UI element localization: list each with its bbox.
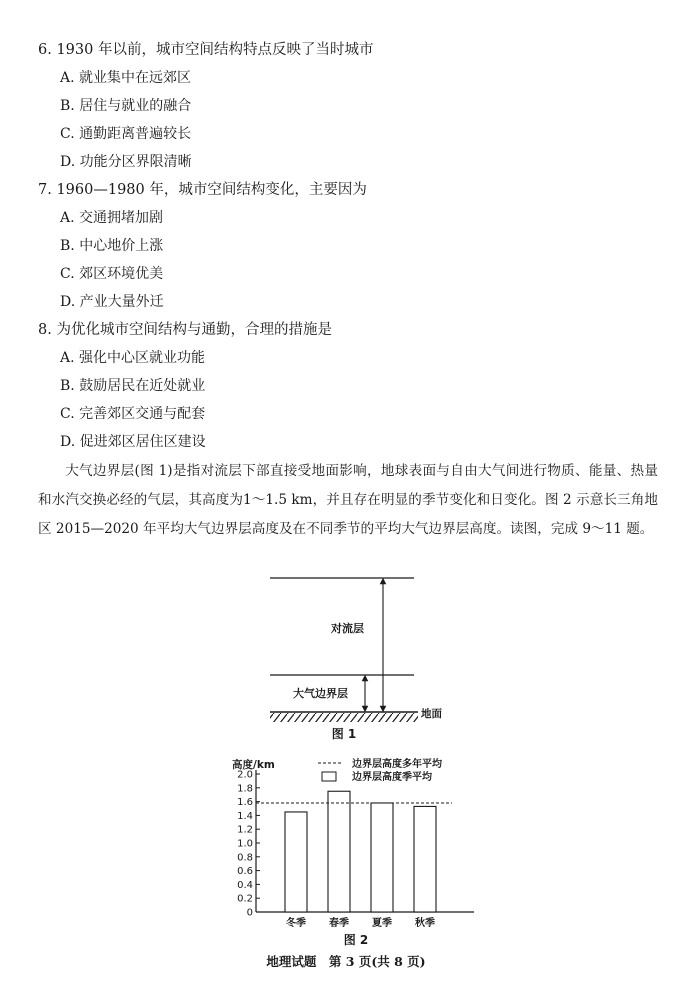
label-ground: 地面 [421,708,442,720]
label-boundary-layer: 大气边界层 [293,687,348,700]
figure-2-chart [0,750,692,950]
option-a: A. 交通拥堵加剧 [60,210,164,226]
figure-1-caption: 图 1 [331,727,357,741]
bar-2 [328,791,350,912]
y-axis-label: 高度/km [232,759,275,771]
y-tick-label: 0.2 [237,893,253,905]
bar-4 [414,806,436,912]
y-tick-label: 1.2 [237,824,253,836]
legend-label-average: 边界层高度多年平均 [352,759,442,770]
legend-label-seasonal: 边界层高度季平均 [352,772,432,783]
y-tick-label: 0 [246,907,253,919]
ground-hatch [270,713,418,722]
y-tick-label: 0.6 [237,866,253,878]
option-c: C. 完善郊区交通与配套 [60,406,206,422]
y-tick-label: 1.8 [237,783,253,795]
y-tick-label: 0.4 [237,879,253,891]
question-stem: 7. 1960—1980 年，城市空间结构变化，主要因为 [38,182,367,198]
option-a: A. 强化中心区就业功能 [60,350,206,366]
option-b: B. 中心地价上涨 [60,238,164,254]
option-d: D. 产业大量外迁 [60,294,164,310]
figure-1-diagram [0,570,692,741]
question-stem: 6. 1930 年以前，城市空间结构特点反映了当时城市 [38,42,374,58]
y-tick-label: 0.8 [237,852,253,864]
bar-1 [285,812,307,912]
y-tick-label: 2.0 [237,769,253,781]
label-troposphere: 对流层 [331,622,364,635]
y-tick-label: 1.4 [237,810,253,822]
option-b: B. 居住与就业的融合 [60,98,192,114]
x-tick-label: 冬季 [286,918,306,929]
option-d: D. 促进郊区居住区建设 [60,434,206,450]
option-d: D. 功能分区界限清晰 [60,154,192,170]
option-b: B. 鼓励居民在近处就业 [60,378,206,394]
x-tick-label: 秋季 [415,918,435,929]
x-tick-label: 春季 [329,918,349,929]
question-stem: 8. 为优化城市空间结构与通勤，合理的措施是 [38,322,332,338]
option-c: C. 郊区环境优美 [60,266,164,282]
y-tick-label: 1.6 [237,797,253,809]
intro-paragraph: 大气边界层(图 1)是指对流层下部直接受地面影响，地球表面与自由大气间进行物质、能量、热量和水汽交换必经的气层，其高度为1～1.5 km，并且存在明显的季节变化和日变化。图 2 示意长三角地区 2015—2020 年平均大气边界层高度及在不同季节的平均大气边界层高度。读图，完成 9～11 题。 [38,463,658,537]
bar-3 [371,803,393,912]
legend-bar-swatch [322,772,336,781]
option-c: C. 通勤距离普遍较长 [60,126,192,142]
x-tick-label: 夏季 [372,918,392,929]
option-a: A. 就业集中在远郊区 [60,70,192,86]
page-footer: 地理试题 第 3 页(共 8 页) [266,954,426,969]
y-tick-label: 1.0 [237,838,253,850]
figure-2-caption: 图 2 [343,933,369,947]
